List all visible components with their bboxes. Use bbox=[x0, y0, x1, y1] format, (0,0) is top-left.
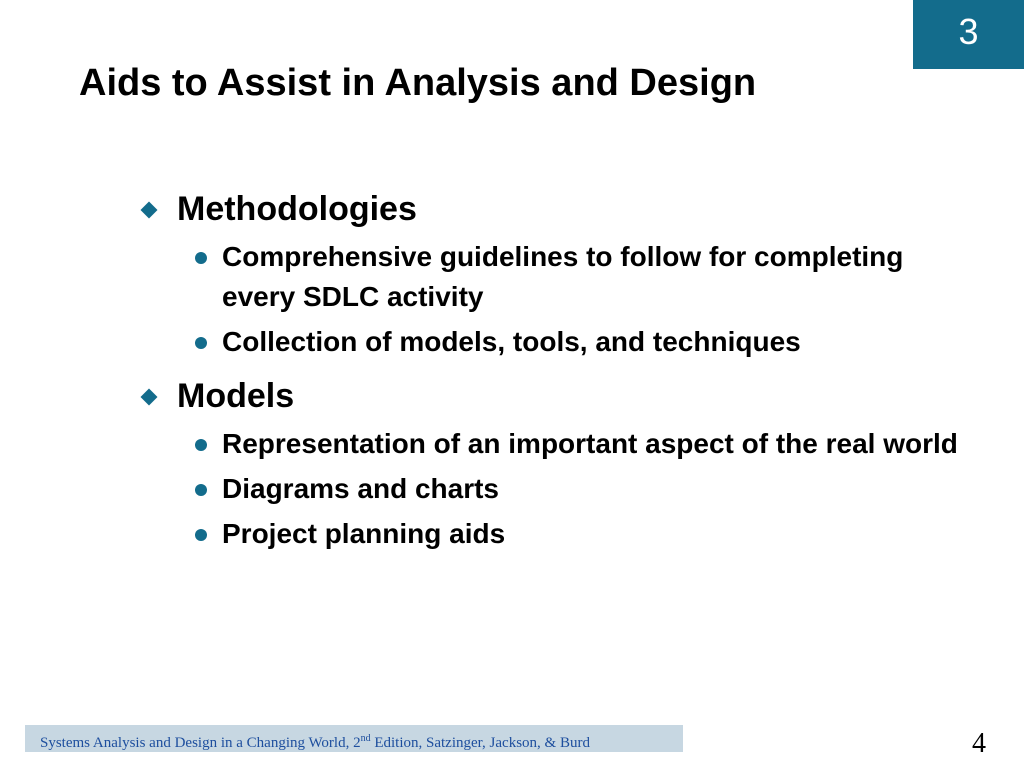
list-item bbox=[195, 322, 962, 362]
dot-bullet-icon bbox=[195, 337, 207, 349]
dot-bullet-icon bbox=[195, 439, 207, 451]
dot-bullet-icon bbox=[195, 252, 207, 264]
footer-citation bbox=[40, 733, 590, 752]
diamond-bullet-icon bbox=[141, 389, 158, 406]
diamond-bullet-icon bbox=[141, 202, 158, 219]
chapter-number-badge: 3 bbox=[913, 0, 1024, 69]
section-models bbox=[140, 372, 980, 554]
section-heading bbox=[140, 185, 980, 233]
list-item bbox=[195, 469, 962, 509]
list-item bbox=[195, 514, 962, 554]
list-item bbox=[195, 424, 962, 464]
footer-text-main: Systems Analysis and Design in a Changing World, 2 bbox=[40, 735, 361, 751]
section-heading-label: Models bbox=[177, 377, 295, 415]
section-heading bbox=[140, 372, 980, 420]
footer-superscript: nd bbox=[360, 733, 371, 744]
slide-content bbox=[140, 185, 980, 564]
list-item-text: Diagrams and charts bbox=[222, 473, 499, 504]
footer-text-rest: Edition, Satzinger, Jackson, & Burd bbox=[370, 735, 590, 751]
page-number: 4 bbox=[972, 728, 986, 759]
list-item-text: Project planning aids bbox=[222, 518, 506, 549]
section-methodologies bbox=[140, 185, 980, 362]
dot-bullet-icon bbox=[195, 529, 207, 541]
dot-bullet-icon bbox=[195, 484, 207, 496]
section-heading-label: Methodologies bbox=[177, 190, 417, 228]
list-item-text: Collection of models, tools, and techniques bbox=[222, 326, 801, 357]
slide-title: Aids to Assist in Analysis and Design bbox=[79, 62, 757, 104]
list-item bbox=[195, 237, 962, 317]
list-item-text: Representation of an important aspect of the real world bbox=[222, 428, 958, 459]
list-item-text: Comprehensive guidelines to follow for completing every SDLC activity bbox=[222, 241, 904, 312]
